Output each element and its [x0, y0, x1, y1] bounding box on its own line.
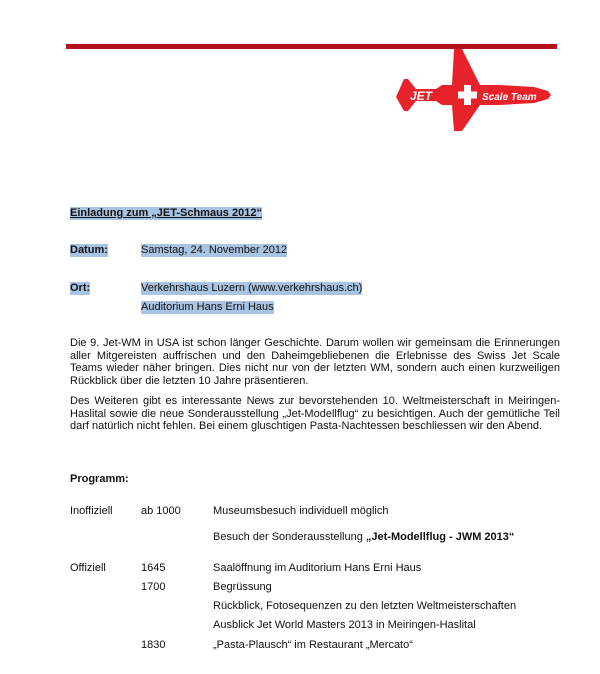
program-desc-exhibition-name: „Jet-Modellflug - JWM 2013“: [365, 531, 515, 543]
location-line-1: Verkehrshaus Luzern (www.verkehrshaus.ch): [141, 282, 363, 294]
logo-text-jet: JET: [410, 89, 433, 103]
date-label: Datum:: [70, 244, 108, 256]
program-desc-prefix: Besuch der Sonderausstellung: [213, 531, 366, 543]
invitation-title: Einladung zum „JET-Schmaus 2012“: [70, 207, 262, 219]
program-category: Offiziell: [70, 562, 106, 574]
program-desc-exhibition: [213, 531, 514, 544]
program-desc: „Pasta-Plausch“ im Restaurant „Mercato“: [213, 639, 413, 651]
date-value: Samstag, 24. November 2012: [141, 244, 288, 256]
program-desc: Rückblick, Fotosequenzen zu den letzten Weltmeisterschaften: [213, 600, 517, 612]
program-time: 1830: [141, 639, 166, 651]
program-desc: Ausblick Jet World Masters 2013 in Meiringen-Haslital: [213, 619, 476, 631]
paragraph-details: Des Weiteren gibt es interessante News zur bevorstehenden 10. Weltmeisterschaft in Meiringen-Haslital sowie die neue Sonderausstellung „Jet-Modellflug“ zu besichtigen. Auch der gemütliche Teil darf natürlich nicht fehlen. Bei einem gluschtigen Pasta-Nachtessen beschliessen wir den Abend.: [70, 395, 560, 432]
program-heading: Programm:: [70, 473, 129, 485]
paragraph-intro: Die 9. Jet-WM in USA ist schon länger Geschichte. Darum wollen wir gemeinsam die Erinnerungen aller Mitgereisten auffrischen und den Daheimgebliebenen die Erlebnisse des Swiss Jet Scale Teams wieder näher bringen. Dies nicht nur von der letzten WM, sondern auch einen kurzweiligen Rückblick über die letzten 10 Jahre präsentieren.: [70, 337, 560, 387]
program-time: 1700: [141, 581, 166, 593]
logo-text-scale-team: Scale Team: [482, 92, 537, 103]
program-desc: Begrüssung: [213, 581, 272, 593]
program-desc: Museumsbesuch individuell möglich: [213, 505, 389, 517]
program-time: ab 1000: [141, 505, 181, 517]
program-category: Inoffiziell: [70, 505, 113, 517]
program-time: 1645: [141, 562, 166, 574]
jet-scale-team-logo: [396, 49, 552, 131]
location-line-2: Auditorium Hans Erni Haus: [141, 301, 274, 313]
location-label: Ort:: [70, 282, 91, 294]
program-desc: Saalöffnung im Auditorium Hans Erni Haus: [213, 562, 422, 574]
